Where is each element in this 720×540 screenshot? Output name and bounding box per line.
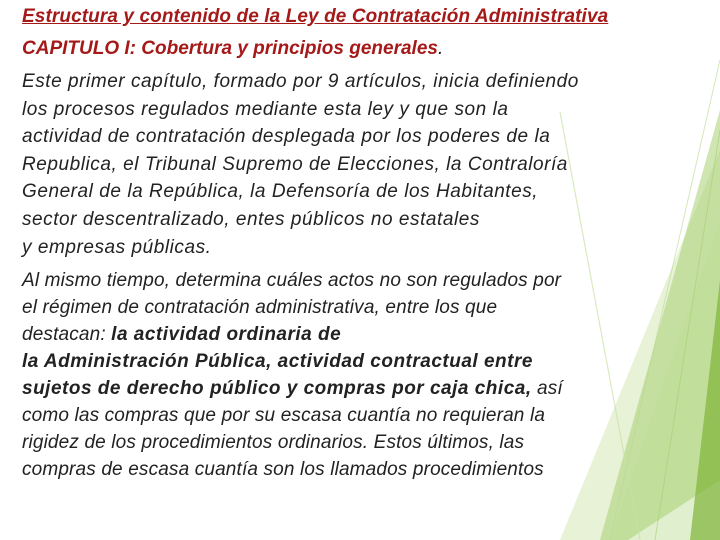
chapter-heading-period: . (437, 38, 444, 59)
emphasis-text: sujetos de derecho público y compras por caja chica, (22, 378, 532, 400)
text-line: destacan: (22, 324, 112, 346)
paragraph-exclusions (22, 267, 712, 483)
text-line: General de la República, la Defensoría de los Habitantes, (22, 181, 539, 203)
text-line: rigidez de los procedimientos ordinarios. Estos últimos, las (22, 432, 525, 454)
text-line: el régimen de contratación administrativa, entre los que (22, 297, 498, 319)
text-line: compras de escasa cuantía son los llamados procedimientos (22, 459, 544, 481)
text-line: así (531, 378, 563, 400)
emphasis-text: la Administración Pública, actividad contractual entre (22, 351, 533, 373)
chapter-heading (22, 36, 712, 62)
text-line: actividad de contratación desplegada por los poderes de la (22, 126, 551, 148)
text-line: Al mismo tiempo, determina cuáles actos no son regulados por (22, 270, 562, 292)
chapter-heading-text: CAPITULO I: Cobertura y principios generales (22, 38, 438, 59)
text-line: Este primer capítulo, formado por 9 artículos, inicia definiendo (22, 71, 579, 92)
emphasis-text: la actividad ordinaria de (111, 324, 342, 346)
text-line: como las compras que por su escasa cuantía no requieran la (22, 405, 546, 427)
slide-content (22, 4, 712, 483)
text-line: Republica, el Tribunal Supremo de Elecciones, la Contraloría (22, 153, 568, 175)
text-line: y empresas públicas. (22, 236, 212, 258)
text-line: sector descentralizado, entes públicos no estatales (22, 208, 480, 230)
slide-title: Estructura y contenido de la Ley de Contratación Administrativa (22, 6, 609, 27)
text-line: los procesos regulados mediante esta ley y que son la (22, 98, 509, 120)
paragraph-chapter-summary (22, 68, 712, 261)
